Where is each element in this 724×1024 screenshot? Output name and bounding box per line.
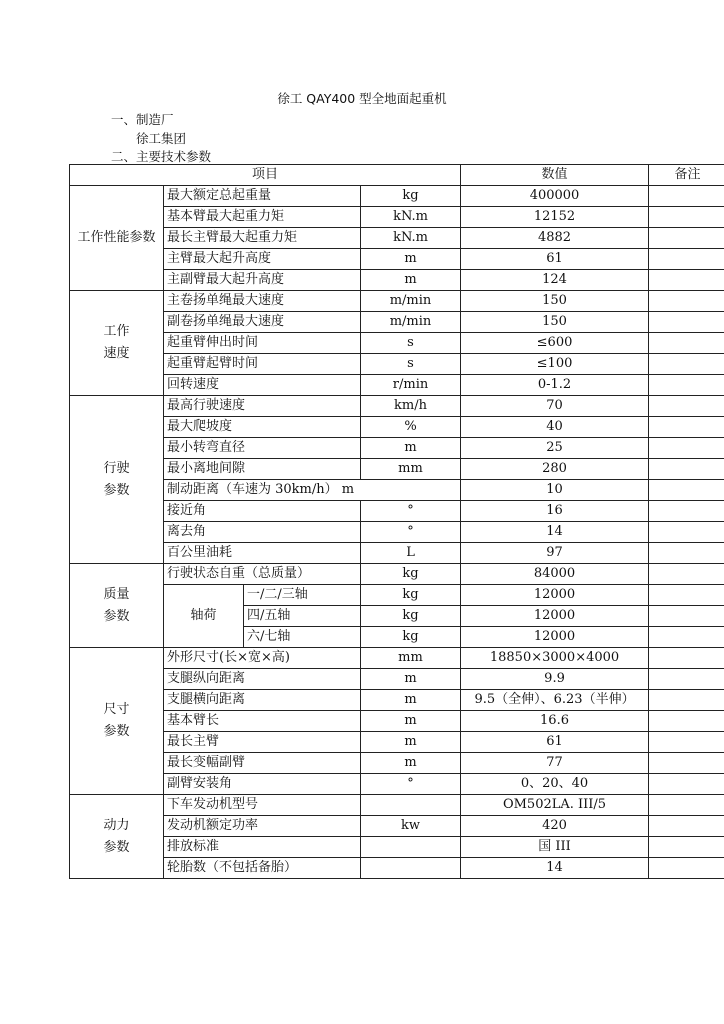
row-remark — [649, 795, 724, 816]
row-remark — [649, 858, 724, 879]
row-value: 400000 — [461, 186, 649, 207]
row-remark — [649, 459, 724, 480]
row-unit: m — [361, 732, 461, 753]
row-value: 0-1.2 — [461, 375, 649, 396]
row-remark — [649, 690, 724, 711]
row-value: 12000 — [461, 627, 649, 648]
row-value: 4882 — [461, 228, 649, 249]
row-remark — [649, 375, 724, 396]
table-row — [70, 396, 724, 417]
row-value: 25 — [461, 438, 649, 459]
row-unit: m — [361, 753, 461, 774]
row-remark — [649, 711, 724, 732]
row-remark — [649, 186, 724, 207]
row-unit: s — [361, 333, 461, 354]
row-unit: kg — [361, 585, 461, 606]
header-value: 数值 — [461, 165, 649, 186]
row-remark — [649, 564, 724, 585]
row-item: 支腿纵向距离 — [164, 669, 361, 690]
row-item: 副臂安装角 — [164, 774, 361, 795]
row-unit: m/min — [361, 291, 461, 312]
table-row — [70, 333, 724, 354]
row-value: 420 — [461, 816, 649, 837]
row-item: 副卷扬单绳最大速度 — [164, 312, 361, 333]
row-unit: kg — [361, 606, 461, 627]
row-value: 12152 — [461, 207, 649, 228]
row-remark — [649, 480, 724, 501]
row-item: 行驶状态自重（总质量） — [164, 564, 361, 585]
row-item: 排放标准 — [164, 837, 361, 858]
axle-load-label: 轴荷 — [164, 585, 244, 648]
row-item: 轮胎数（不包括备胎） — [164, 858, 361, 879]
row-remark — [649, 249, 724, 270]
table-row — [70, 354, 724, 375]
table-row — [70, 186, 724, 207]
row-value: ≤100 — [461, 354, 649, 375]
manufacturer-name: 徐工集团 — [136, 131, 187, 146]
table-row — [70, 249, 724, 270]
row-remark — [649, 837, 724, 858]
row-unit: % — [361, 417, 461, 438]
row-item: 发动机额定功率 — [164, 816, 361, 837]
table-row — [70, 648, 724, 669]
row-item: 基本臂长 — [164, 711, 361, 732]
row-remark — [649, 522, 724, 543]
row-item: 四/五轴 — [244, 606, 361, 627]
row-unit: kw — [361, 816, 461, 837]
row-item: 下车发动机型号 — [164, 795, 361, 816]
row-unit: mm — [361, 459, 461, 480]
row-unit: m — [361, 249, 461, 270]
row-unit: r/min — [361, 375, 461, 396]
row-unit: km/h — [361, 396, 461, 417]
group-label-driving: 行驶 参数 — [70, 396, 164, 564]
table-row — [70, 207, 724, 228]
row-item: 接近角 — [164, 501, 361, 522]
row-remark — [649, 333, 724, 354]
row-value: 0、20、40 — [461, 774, 649, 795]
group-label-dimensions: 尺寸 参数 — [70, 648, 164, 795]
row-remark — [649, 207, 724, 228]
row-value: 10 — [461, 480, 649, 501]
row-value: 9.5（全伸）、6.23（半伸） — [461, 690, 649, 711]
row-value: 16 — [461, 501, 649, 522]
row-remark — [649, 228, 724, 249]
table-row — [70, 837, 724, 858]
row-unit: kg — [361, 186, 461, 207]
table-row — [70, 291, 724, 312]
row-value: 124 — [461, 270, 649, 291]
row-value: 61 — [461, 249, 649, 270]
row-value: 9.9 — [461, 669, 649, 690]
row-unit: m/min — [361, 312, 461, 333]
row-unit: kg — [361, 564, 461, 585]
group-label-power: 动力 参数 — [70, 795, 164, 879]
row-item: 最长主臂 — [164, 732, 361, 753]
row-value: OM502LA. III/5 — [461, 795, 649, 816]
row-value: 40 — [461, 417, 649, 438]
table-row — [70, 564, 724, 585]
row-remark — [649, 270, 724, 291]
row-remark — [649, 585, 724, 606]
table-row — [70, 417, 724, 438]
row-value: 61 — [461, 732, 649, 753]
table-row — [70, 690, 724, 711]
row-value: 12000 — [461, 585, 649, 606]
group-label-performance: 工作性能参数 — [70, 186, 164, 291]
row-remark — [649, 669, 724, 690]
table-row — [70, 753, 724, 774]
row-unit — [361, 837, 461, 858]
row-value: 84000 — [461, 564, 649, 585]
table-row — [70, 585, 724, 606]
row-unit: ° — [361, 774, 461, 795]
row-unit: s — [361, 354, 461, 375]
table-row — [70, 501, 724, 522]
row-remark — [649, 816, 724, 837]
row-remark — [649, 774, 724, 795]
table-row — [70, 795, 724, 816]
table-row — [70, 543, 724, 564]
row-value: 150 — [461, 291, 649, 312]
row-item: 主臂最大起升高度 — [164, 249, 361, 270]
row-remark — [649, 438, 724, 459]
row-item: 最小转弯直径 — [164, 438, 361, 459]
row-value: 18850×3000×4000 — [461, 648, 649, 669]
row-remark — [649, 501, 724, 522]
row-unit: mm — [361, 648, 461, 669]
row-item: 回转速度 — [164, 375, 361, 396]
row-item: 离去角 — [164, 522, 361, 543]
row-unit: kN.m — [361, 207, 461, 228]
row-remark — [649, 648, 724, 669]
row-item: 最大爬坡度 — [164, 417, 361, 438]
row-unit: ° — [361, 501, 461, 522]
group-label-mass: 质量 参数 — [70, 564, 164, 648]
group-label-working-speed: 工作 速度 — [70, 291, 164, 396]
row-remark — [649, 627, 724, 648]
table-row — [70, 480, 724, 501]
table-row — [70, 711, 724, 732]
table-row — [70, 438, 724, 459]
table-header-row — [70, 165, 724, 186]
row-value: 12000 — [461, 606, 649, 627]
row-item: 最大额定总起重量 — [164, 186, 361, 207]
table-row — [70, 312, 724, 333]
row-item: 起重臂伸出时间 — [164, 333, 361, 354]
row-value: 280 — [461, 459, 649, 480]
row-value: 150 — [461, 312, 649, 333]
document-title: 徐工 QAY400 型全地面起重机 — [277, 91, 447, 106]
row-remark — [649, 312, 724, 333]
row-item-with-unit — [164, 480, 461, 501]
table-row — [70, 774, 724, 795]
row-remark — [649, 417, 724, 438]
section2-heading: 二、主要技术参数 — [111, 149, 212, 164]
row-item: 外形尺寸(长×宽×高) — [164, 648, 361, 669]
row-unit — [361, 795, 461, 816]
row-unit: m — [361, 669, 461, 690]
row-unit: m — [361, 270, 461, 291]
table-row — [70, 459, 724, 480]
row-remark — [649, 606, 724, 627]
table-row — [70, 270, 724, 291]
row-unit: ° — [361, 522, 461, 543]
table-row — [70, 228, 724, 249]
row-unit: m — [361, 690, 461, 711]
section1-heading: 一、制造厂 — [111, 112, 174, 127]
row-item: 一/二/三轴 — [244, 585, 361, 606]
row-unit: kg — [361, 627, 461, 648]
table-row — [70, 522, 724, 543]
row-unit — [361, 858, 461, 879]
table-row — [70, 858, 724, 879]
row-item: 六/七轴 — [244, 627, 361, 648]
row-remark — [649, 543, 724, 564]
header-remark: 备注 — [649, 165, 724, 186]
row-remark — [649, 291, 724, 312]
row-unit: kN.m — [361, 228, 461, 249]
row-item: 最高行驶速度 — [164, 396, 361, 417]
row-item: 最小离地间隙 — [164, 459, 361, 480]
row-item: 支腿横向距离 — [164, 690, 361, 711]
row-item: 百公里油耗 — [164, 543, 361, 564]
row-unit: m — [341, 482, 355, 497]
row-unit: m — [361, 711, 461, 732]
row-remark — [649, 396, 724, 417]
row-item: 主卷扬单绳最大速度 — [164, 291, 361, 312]
table-row — [70, 375, 724, 396]
table-row — [70, 669, 724, 690]
row-item: 起重臂起臂时间 — [164, 354, 361, 375]
header-item: 项目 — [70, 165, 461, 186]
row-item: 制动距离（车速为 30km/h） — [167, 482, 338, 497]
row-value: ≤600 — [461, 333, 649, 354]
row-remark — [649, 354, 724, 375]
row-value: 77 — [461, 753, 649, 774]
row-value: 97 — [461, 543, 649, 564]
table-row — [70, 816, 724, 837]
row-value: 70 — [461, 396, 649, 417]
row-unit: L — [361, 543, 461, 564]
row-item: 最长主臂最大起重力矩 — [164, 228, 361, 249]
row-remark — [649, 732, 724, 753]
row-item: 主副臂最大起升高度 — [164, 270, 361, 291]
row-value: 国 III — [461, 837, 649, 858]
row-item: 基本臂最大起重力矩 — [164, 207, 361, 228]
row-item: 最长变幅副臂 — [164, 753, 361, 774]
row-unit: m — [361, 438, 461, 459]
table-row — [70, 732, 724, 753]
row-value: 14 — [461, 522, 649, 543]
row-value: 16.6 — [461, 711, 649, 732]
spec-table — [69, 164, 724, 879]
row-value: 14 — [461, 858, 649, 879]
row-remark — [649, 753, 724, 774]
